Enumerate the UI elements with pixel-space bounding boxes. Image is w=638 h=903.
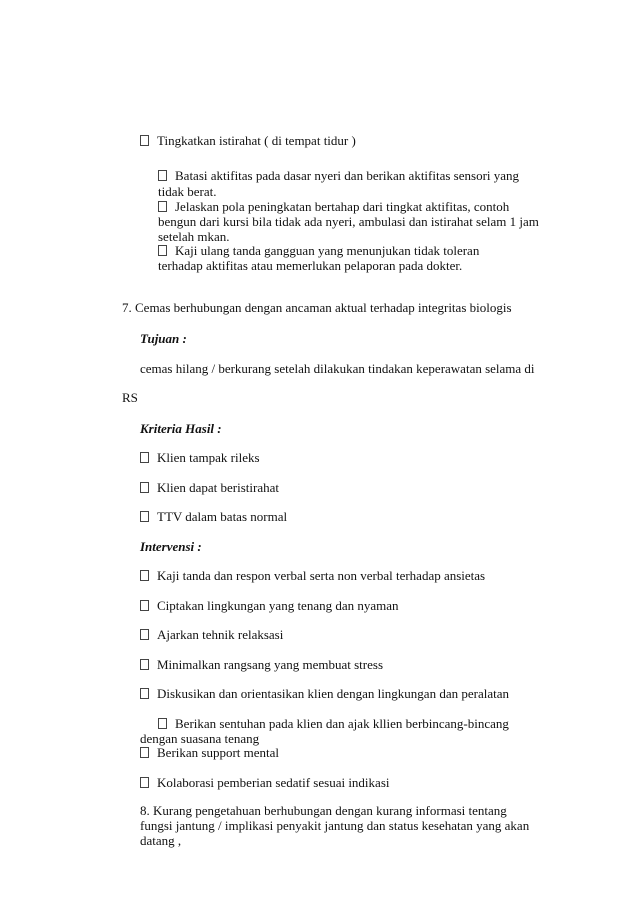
paragraph-line: tidak berat.: [158, 184, 217, 199]
paragraph-line: fungsi jantung / implikasi penyakit jantung dan status kesehatan yang akan: [140, 818, 530, 833]
intervensi-label: Intervensi :: [140, 539, 202, 554]
bullet-box-icon: [140, 482, 149, 493]
bullet-box-icon: [140, 600, 149, 611]
bullet-box-icon: [158, 170, 167, 181]
kriteria-label: Kriteria Hasil :: [140, 421, 222, 436]
list-item: Kaji tanda dan respon verbal serta non verbal terhadap ansietas: [140, 568, 485, 584]
list-item: Klien dapat beristirahat: [140, 480, 279, 496]
bullet-box-icon: [158, 245, 167, 256]
paragraph-line: setelah mkan.: [158, 229, 230, 244]
bullet-box-icon: [140, 629, 149, 640]
list-item: Minimalkan rangsang yang membuat stress: [140, 657, 383, 673]
list-item: Kolaborasi pemberian sedatif sesuai indikasi: [140, 775, 390, 791]
bullet-box-icon: [140, 570, 149, 581]
list-item: Diskusikan dan orientasikan klien dengan lingkungan dan peralatan: [140, 686, 509, 702]
list-item: Ajarkan tehnik relaksasi: [140, 627, 283, 643]
bullet-box-icon: [158, 718, 167, 729]
paragraph-line: terhadap aktifitas atau memerlukan pelaporan pada dokter.: [158, 258, 463, 273]
bullet-box-icon: [140, 135, 149, 146]
bullet-box-icon: [140, 777, 149, 788]
paragraph-line: bengun dari kursi bila tidak ada nyeri, ambulasi dan istirahat selam 1 jam: [158, 214, 539, 229]
bullet-box-icon: [140, 688, 149, 699]
list-item: TTV dalam batas normal: [140, 509, 287, 525]
list-item: Kaji ulang tanda gangguan yang menunjukan tidak toleran: [158, 243, 548, 259]
tujuan-text: RS: [122, 390, 138, 405]
section-heading: 7. Cemas berhubungan dengan ancaman aktual terhadap integritas biologis: [122, 300, 512, 315]
bullet-box-icon: [140, 511, 149, 522]
list-item: Berikan support mental: [140, 745, 279, 761]
bullet-box-icon: [140, 747, 149, 758]
bullet-box-icon: [140, 659, 149, 670]
tujuan-label: Tujuan :: [140, 331, 187, 346]
section-heading: 8. Kurang pengetahuan berhubungan dengan kurang informasi tentang: [140, 803, 507, 818]
paragraph-line: dengan suasana tenang: [140, 731, 260, 746]
list-item: Klien tampak rileks: [140, 450, 260, 466]
paragraph-line: datang ,: [140, 833, 182, 848]
list-item: Jelaskan pola peningkatan bertahap dari tingkat aktifitas, contoh: [158, 199, 548, 215]
list-item: Ciptakan lingkungan yang tenang dan nyaman: [140, 598, 399, 614]
tujuan-text: cemas hilang / berkurang setelah dilakukan tindakan keperawatan selama di: [140, 361, 535, 376]
list-item: Berikan sentuhan pada klien dan ajak kllien berbincang-bincang: [158, 716, 509, 732]
list-item: Batasi aktifitas pada dasar nyeri dan berikan aktifitas sensori yang: [158, 168, 548, 184]
list-item: Tingkatkan istirahat ( di tempat tidur ): [140, 133, 356, 149]
bullet-box-icon: [140, 452, 149, 463]
bullet-box-icon: [158, 201, 167, 212]
